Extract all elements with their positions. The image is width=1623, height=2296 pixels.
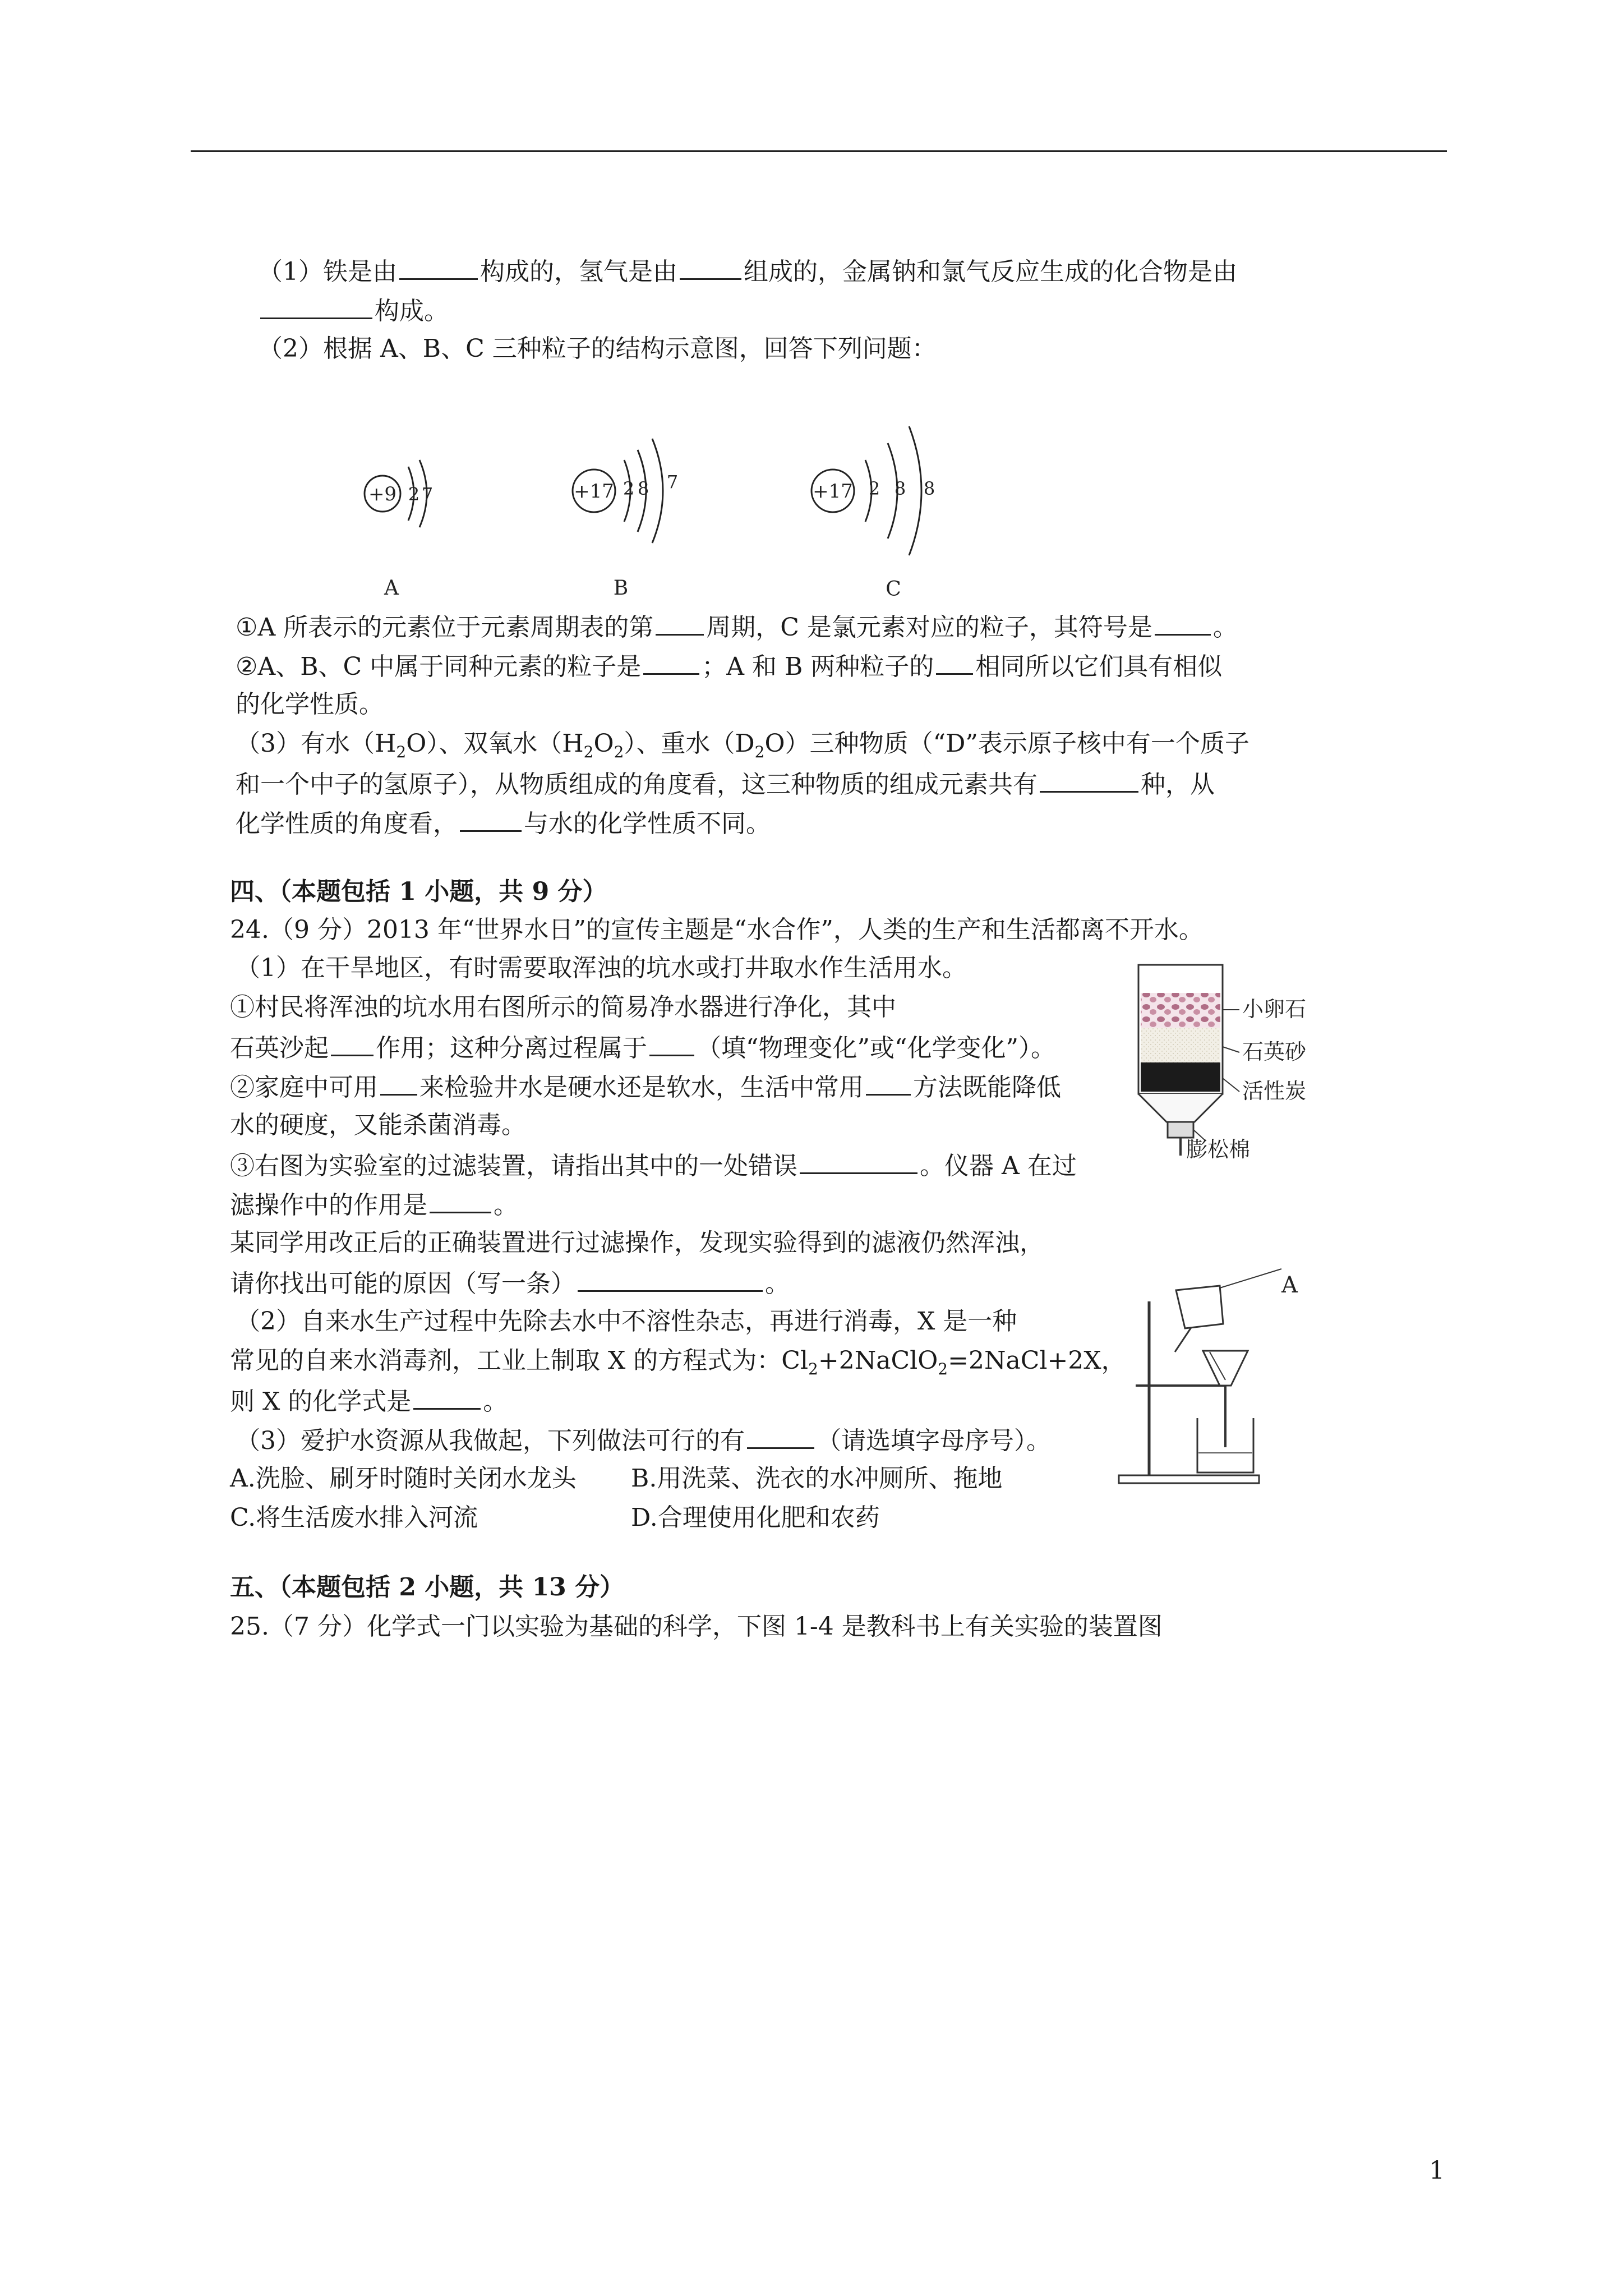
q23-part1-line1: （1）铁是由 构成的，氢气是由 组成的，金属钠和氯气反应生成的化合物是由 — [258, 254, 1237, 289]
q24-sub1-line1: ①村民将浑浊的坑水用右图所示的简易净水器进行净化，其中 — [230, 993, 896, 1022]
q23-sub2-line1: ②A、B、C 中属于同种元素的粒子是 ；A 和 B 两种粒子的 相同所以它们具有相似 — [236, 648, 1222, 684]
shell-electrons: 2 — [408, 484, 420, 505]
q24-intro: 24.（9 分）2013 年“世界水日”的宣传主题是“水合作”，人类的生产和生活都离不开水。 — [230, 915, 1204, 944]
q25-intro: 25.（7 分）化学式一门以实验为基础的科学，下图 1-4 是教科书上有关实验的装置图 — [230, 1612, 1163, 1641]
pebble-layer — [1141, 993, 1220, 1028]
nucleus-charge: +9 — [368, 483, 397, 505]
answer-blank[interactable] — [380, 1069, 417, 1096]
answer-blank[interactable] — [649, 1030, 694, 1056]
funnel — [1203, 1351, 1248, 1386]
atom-label: C — [886, 578, 901, 601]
instrument-a-label: A — [1281, 1272, 1298, 1298]
atom-diagram-a — [353, 443, 465, 606]
answer-blank[interactable] — [331, 1030, 374, 1056]
q24-sub1-line2: 石英沙起 作用；这种分离过程属于 （填“物理变化”或“化学变化”）。 — [230, 1030, 1055, 1065]
stand-base — [1119, 1475, 1259, 1483]
answer-blank[interactable] — [430, 1187, 491, 1213]
cotton-layer — [1168, 1122, 1193, 1138]
answer-blank[interactable] — [413, 1383, 481, 1410]
q24-option-b: B.用洗菜、洗衣的水冲厕所、拖地 — [631, 1464, 1003, 1493]
atom-label: B — [613, 577, 629, 600]
q23-part1-line2: 构成。 — [258, 293, 449, 328]
water-purifier-figure — [1127, 954, 1329, 1212]
atom-diagram-c — [799, 415, 956, 606]
answer-blank[interactable] — [399, 254, 478, 280]
purifier-label: 石英砂 — [1242, 1039, 1307, 1064]
section4-heading: 四、（本题包括 1 小题，共 9 分） — [230, 877, 607, 906]
header-rule — [191, 150, 1447, 152]
answer-blank[interactable] — [866, 1069, 911, 1096]
q24-part2-line3: 则 X 的化学式是 。 — [230, 1383, 508, 1419]
answer-blank[interactable] — [936, 648, 973, 675]
q24-sub2-line1: ②家庭中可用 来检验井水是硬水还是软水，生活中常用 方法既能降低 — [230, 1069, 1061, 1105]
q24-option-a: A.洗脸、刷牙时随时关闭水龙头 — [230, 1464, 577, 1493]
charcoal-layer — [1141, 1062, 1220, 1092]
shell-electrons: 8 — [923, 478, 935, 499]
answer-blank[interactable] — [260, 293, 372, 319]
answer-blank[interactable] — [578, 1266, 763, 1292]
q24-sub2-line2: 水的硬度，又能杀菌消毒。 — [230, 1111, 526, 1139]
purifier-label: 膨松棉 — [1186, 1137, 1251, 1162]
answer-blank[interactable] — [1155, 609, 1211, 636]
answer-blank[interactable] — [800, 1148, 917, 1174]
atom-diagram-b — [558, 426, 704, 606]
q23-sub2-line2: 的化学性质。 — [236, 690, 384, 719]
q23-part3-line1: （3）有水$(H_2O)$、双氧水$(H_2O_2)$、重水$(D_2O)$三种物质（“D”表示原子核中有一个质子 — [236, 729, 1249, 761]
answer-blank[interactable] — [747, 1423, 814, 1449]
section5-heading: 五、（本题包括 2 小题，共 13 分） — [230, 1573, 625, 1602]
q24-part2-line1: （2）自来水生产过程中先除去水中不溶性杂志，再进行消毒，X 是一种 — [236, 1307, 1017, 1336]
atom-label: A — [384, 577, 399, 600]
answer-blank[interactable] — [680, 254, 741, 280]
page-number: 1 — [1429, 2156, 1445, 2185]
q24-option-c: C.将生活废水排入河流 — [230, 1503, 478, 1532]
shell-electrons: 2 — [623, 478, 635, 499]
answer-blank[interactable] — [460, 806, 522, 832]
filtration-apparatus-figure — [1113, 1268, 1315, 1492]
answer-blank[interactable] — [656, 609, 704, 636]
shell-electrons: 8 — [637, 478, 649, 499]
sand-layer — [1141, 1028, 1220, 1062]
shell-electrons: 7 — [666, 471, 679, 493]
answer-blank[interactable] — [643, 648, 699, 675]
q23-part3-line2: 和一个中子的氢原子），从物质组成的角度看，这三种物质的组成元素共有 种，从 — [236, 766, 1215, 802]
q24-sub3-line1: ③右图为实验室的过滤装置，请指出其中的一处错误 。仪器 A 在过 — [230, 1148, 1077, 1183]
q24-sub3-line2: 滤操作中的作用是 。 — [230, 1187, 518, 1222]
answer-blank[interactable] — [1040, 766, 1138, 793]
q23-part3-line3: 化学性质的角度看， 与水的化学性质不同。 — [236, 806, 771, 841]
shell-electrons: 7 — [421, 484, 434, 505]
pouring-beaker — [1176, 1286, 1223, 1328]
q24-sub4-line1: 某同学用改正后的正确装置进行过滤操作，发现实验得到的滤液仍然浑浊， — [230, 1228, 1044, 1257]
q24-option-d: D.合理使用化肥和农药 — [631, 1503, 880, 1532]
shell-electrons: 2 — [868, 478, 880, 499]
q24-part2-line2: 常见的自来水消毒剂，工业上制取 X 的方程式为：$Cl_2+2NaClO_2=2NaCl+2X$， — [230, 1346, 1126, 1378]
nucleus-charge: +17 — [813, 480, 853, 503]
q23-part2-prompt: （2）根据 A、B、C 三种粒子的结构示意图，回答下列问题： — [258, 334, 937, 363]
q24-part3: （3）爱护水资源从我做起，下列做法可行的有 （请选填字母序号）。 — [236, 1423, 1051, 1458]
q24-part1: （1）在干旱地区，有时需要取浑浊的坑水或打井取水作生活用水。 — [236, 954, 967, 982]
q23-sub1: ①A 所表示的元素位于元素周期表的第 周期，C 是氯元素对应的粒子，其符号是 。 — [236, 609, 1238, 645]
shell-electrons: 8 — [894, 478, 906, 499]
purifier-label: 小卵石 — [1242, 997, 1307, 1022]
q24-sub4-line2: 请你找出可能的原因（写一条） 。 — [230, 1266, 790, 1301]
purifier-label: 活性炭 — [1242, 1079, 1307, 1103]
nucleus-charge: +17 — [574, 480, 614, 503]
